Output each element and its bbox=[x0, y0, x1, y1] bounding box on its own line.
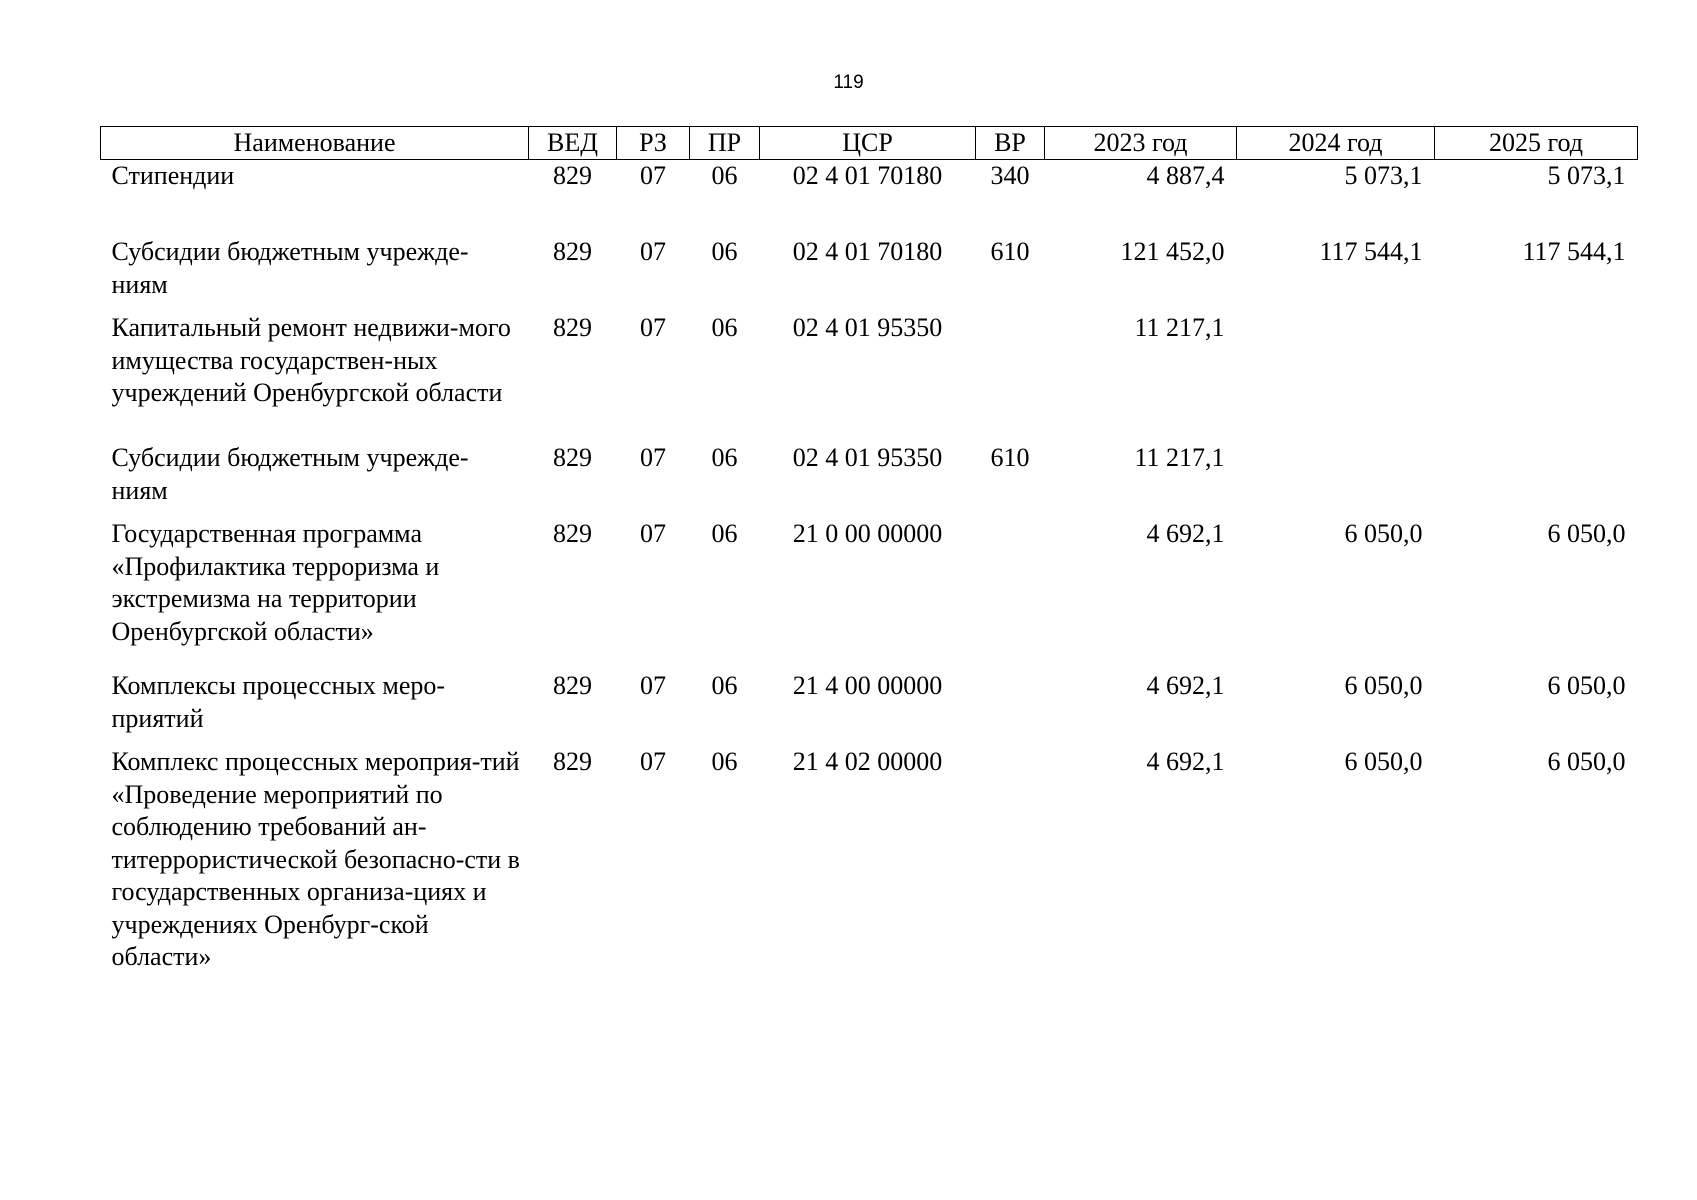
page-number: 119 bbox=[833, 72, 864, 93]
cell-ved: 829 bbox=[553, 747, 592, 776]
cell-csr: 02 4 01 95350 bbox=[792, 313, 943, 342]
cell-2024: 6 050,0 bbox=[1344, 747, 1423, 776]
cell-name: Субсидии бюджетным учрежде-ниям bbox=[111, 237, 469, 299]
cell-csr: 02 4 01 70180 bbox=[792, 237, 943, 266]
cell-csr: 02 4 01 95350 bbox=[792, 443, 943, 472]
cell-name: Стипендии bbox=[111, 161, 235, 190]
cell-pr: 06 bbox=[711, 443, 738, 472]
cell-2024: 117 544,1 bbox=[1319, 237, 1423, 266]
table-row bbox=[101, 236, 1638, 312]
cell-2025 bbox=[1435, 312, 1638, 442]
cell-ved: 829 bbox=[553, 161, 592, 190]
cell-2023: 4 692,1 bbox=[1146, 671, 1225, 700]
header-ved: ВЕД bbox=[529, 127, 617, 160]
header-rz: РЗ bbox=[617, 127, 690, 160]
header-name: Наименование bbox=[101, 127, 529, 160]
header-row bbox=[101, 127, 1638, 160]
cell-2024: 6 050,0 bbox=[1344, 519, 1423, 548]
header-pr: ПР bbox=[690, 127, 760, 160]
cell-2024 bbox=[1237, 442, 1435, 518]
cell-rz: 07 bbox=[640, 519, 666, 548]
cell-name: Капитальный ремонт недвижи-мого имущества государствен-ных учреждений Оренбургской области bbox=[111, 313, 511, 407]
cell-csr: 21 4 00 00000 bbox=[792, 671, 943, 700]
cell-vr: 610 bbox=[990, 443, 1030, 472]
cell-2023: 121 452,0 bbox=[1120, 237, 1225, 266]
cell-name: Государственная программа «Профилактика терроризма и экстремизма на территории Оренбургской области» bbox=[111, 519, 440, 646]
cell-ved: 829 bbox=[553, 313, 592, 342]
cell-2023: 4 887,4 bbox=[1146, 161, 1225, 190]
table-row bbox=[101, 160, 1638, 237]
cell-2025: 117 544,1 bbox=[1522, 237, 1626, 266]
cell-2023: 11 217,1 bbox=[1134, 313, 1225, 342]
header-csr: ЦСР bbox=[760, 127, 976, 160]
cell-rz: 07 bbox=[640, 161, 666, 190]
cell-ved: 829 bbox=[553, 671, 592, 700]
cell-vr bbox=[976, 518, 1045, 670]
cell-rz: 07 bbox=[640, 747, 666, 776]
cell-ved: 829 bbox=[553, 519, 592, 548]
cell-vr bbox=[976, 746, 1045, 974]
table-row bbox=[101, 518, 1638, 670]
cell-2025: 6 050,0 bbox=[1547, 747, 1626, 776]
cell-ved: 829 bbox=[553, 443, 592, 472]
cell-vr bbox=[976, 670, 1045, 746]
cell-pr: 06 bbox=[711, 237, 738, 266]
cell-pr: 06 bbox=[711, 313, 738, 342]
cell-csr: 21 4 02 00000 bbox=[792, 747, 943, 776]
cell-2023: 4 692,1 bbox=[1146, 519, 1225, 548]
cell-ved: 829 bbox=[553, 237, 592, 266]
table-row bbox=[101, 670, 1638, 746]
table-row bbox=[101, 746, 1638, 974]
header-vr: ВР bbox=[976, 127, 1045, 160]
cell-vr: 340 bbox=[990, 161, 1030, 190]
cell-pr: 06 bbox=[711, 747, 738, 776]
table-row bbox=[101, 312, 1638, 442]
cell-vr bbox=[976, 312, 1045, 442]
header-2024: 2024 год bbox=[1237, 127, 1435, 160]
cell-pr: 06 bbox=[711, 161, 738, 190]
cell-2023: 11 217,1 bbox=[1134, 443, 1225, 472]
header-2023: 2023 год bbox=[1045, 127, 1237, 160]
cell-2025: 6 050,0 bbox=[1547, 519, 1626, 548]
cell-vr: 610 bbox=[990, 237, 1030, 266]
cell-name: Комплексы процессных меро-приятий bbox=[111, 671, 446, 733]
cell-2024: 6 050,0 bbox=[1344, 671, 1423, 700]
cell-2024 bbox=[1237, 312, 1435, 442]
header-2025: 2025 год bbox=[1435, 127, 1638, 160]
cell-2023: 4 692,1 bbox=[1146, 747, 1225, 776]
cell-2024: 5 073,1 bbox=[1344, 161, 1423, 190]
cell-2025 bbox=[1435, 442, 1638, 518]
cell-2025: 5 073,1 bbox=[1547, 161, 1626, 190]
cell-name: Комплекс процессных мероприя-тий «Проведение мероприятий по соблюдению требований ан-титеррористической безопасно-сти в государственных организа-циях и учреждениях Оренбург-ской области» bbox=[111, 747, 520, 971]
cell-pr: 06 bbox=[711, 519, 738, 548]
cell-rz: 07 bbox=[640, 443, 666, 472]
cell-name: Субсидии бюджетным учрежде-ниям bbox=[111, 443, 469, 505]
cell-csr: 21 0 00 00000 bbox=[792, 519, 943, 548]
table-row bbox=[101, 442, 1638, 518]
cell-pr: 06 bbox=[711, 671, 738, 700]
cell-rz: 07 bbox=[640, 671, 666, 700]
cell-csr: 02 4 01 70180 bbox=[792, 161, 943, 190]
cell-rz: 07 bbox=[640, 237, 666, 266]
cell-rz: 07 bbox=[640, 313, 666, 342]
cell-2025: 6 050,0 bbox=[1547, 671, 1626, 700]
budget-table bbox=[100, 126, 1638, 974]
